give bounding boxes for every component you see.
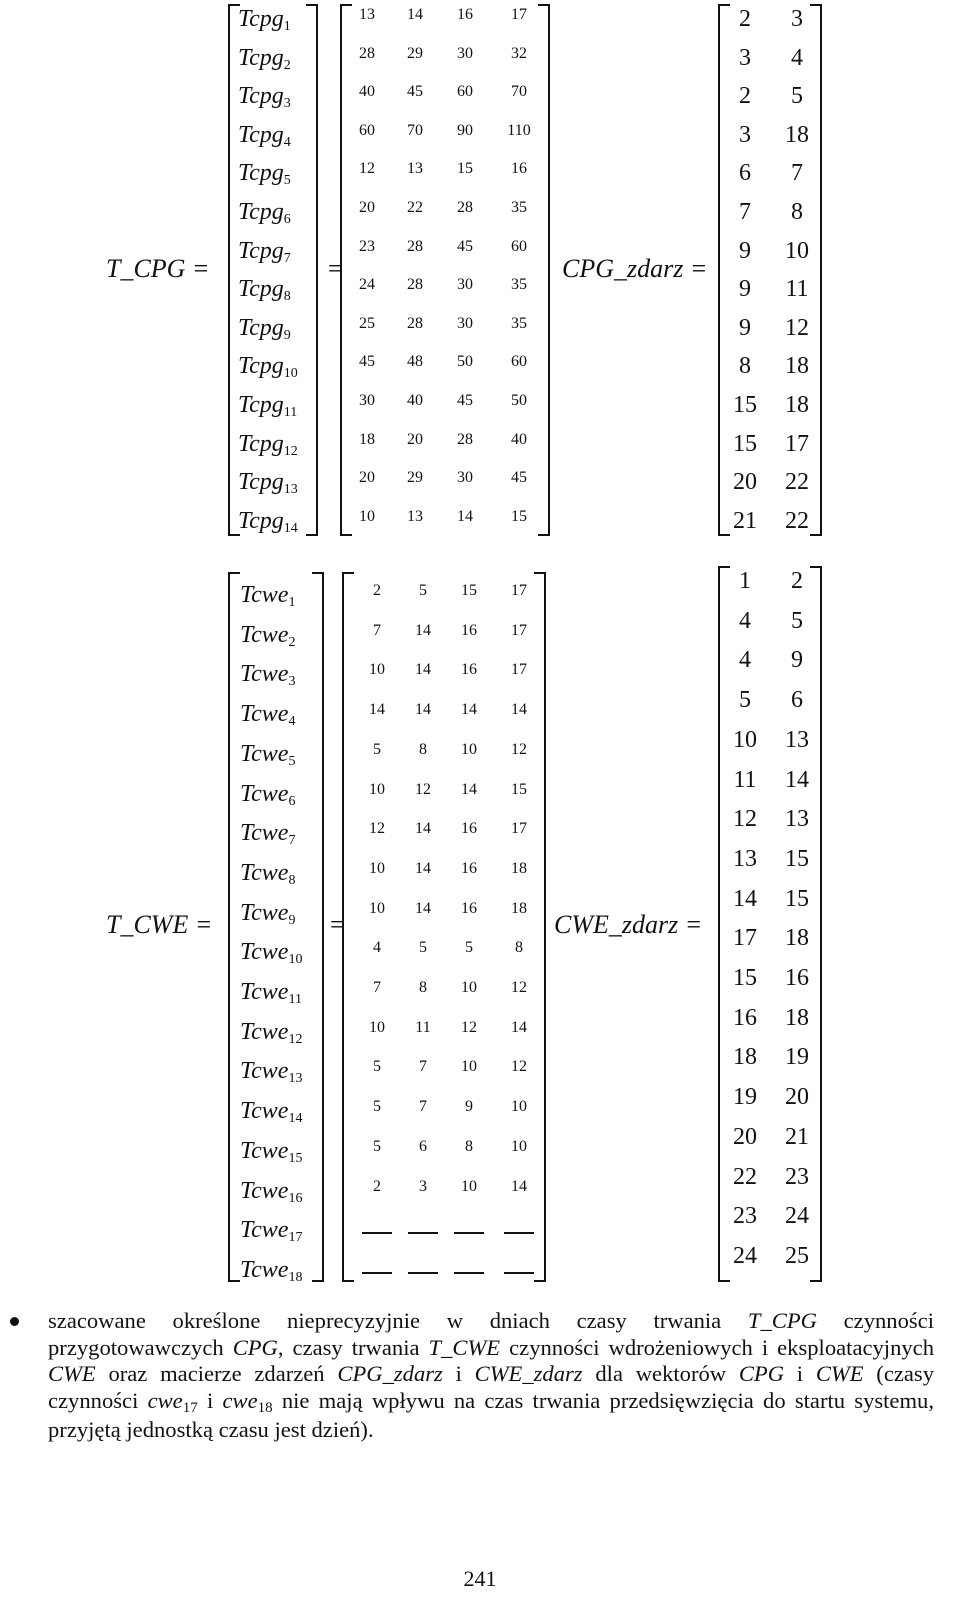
cwe-value-cell: 10: [461, 740, 477, 758]
cwe-value-cell: 5: [465, 939, 473, 957]
cpg-zdarz-cell: 9: [739, 237, 751, 264]
cwe-value-dash: [362, 1232, 392, 1234]
cwe-label: Tcwe$_6$: [240, 780, 296, 809]
cpg-value-cell: 13: [407, 507, 423, 525]
cpg-value-cell: 23: [359, 237, 375, 255]
cwe-zdarz-cell: 18: [733, 1044, 757, 1071]
cwe-zdarz-cell: 2: [791, 568, 803, 594]
cpg-value-cell: 16: [511, 160, 527, 178]
cwe-lhs-label: T_CWE =: [106, 910, 213, 939]
cpg-zdarz-cell: 9: [739, 276, 751, 303]
cpg-label: Tcpg$_{10}$: [238, 353, 298, 382]
cpg-value-cell: 10: [359, 507, 375, 525]
cwe-value-cell: 10: [369, 1018, 385, 1036]
cpg-value-cell: 18: [359, 430, 375, 448]
cwe-value-cell: 14: [511, 701, 527, 719]
cpg-label: Tcpg$_{13}$: [238, 469, 298, 498]
cwe-zdarz-cell: 21: [785, 1123, 809, 1150]
cwe-value-cell: 18: [511, 899, 527, 917]
cwe-value-cell: 8: [465, 1137, 473, 1155]
cpg-zdarz-cell: 9: [739, 314, 751, 341]
cwe-value-cell: 9: [465, 1098, 473, 1116]
cwe-value-cell: 17: [511, 621, 527, 639]
cpg-value-cell: 35: [511, 276, 527, 294]
cpg-label: Tcpg$_8$: [238, 276, 291, 305]
cwe-value-cell: 8: [515, 939, 523, 957]
cwe-label: Tcwe$_{12}$: [240, 1018, 303, 1047]
caption-text: i: [784, 1361, 816, 1386]
cwe-value-cell: 5: [373, 740, 381, 758]
cwe-value-cell: 8: [419, 740, 427, 758]
cwe-zdarz-cell: 13: [733, 845, 757, 872]
cwe-label: Tcwe$_{18}$: [240, 1256, 303, 1285]
cpg-zdarz-cell: 18: [785, 392, 809, 418]
caption-var: T_CPG: [747, 1308, 817, 1333]
caption-text: dla wektorów: [582, 1361, 739, 1386]
cwe-zdarz-cell: 5: [791, 607, 803, 634]
cpg-zdarz-cell: 17: [785, 430, 809, 457]
cwe-value-cell: 14: [369, 701, 385, 719]
cwe-label: Tcwe$_{15}$: [240, 1137, 303, 1166]
cpg-label: Tcpg$_{14}$: [238, 507, 298, 536]
caption-text: szacowane określone nieprecyzyjnie w dniach czasy trwania: [48, 1308, 748, 1333]
cpg-zdarz-cell: 15: [733, 430, 757, 457]
cwe-value-cell: 17: [511, 820, 527, 838]
cwe-zdarz-cell: 16: [733, 1004, 757, 1031]
cwe-value-cell: 2: [373, 582, 381, 599]
cpg-label: Tcpg$_2$: [238, 44, 291, 73]
caption-text: (czasy czynności: [48, 1361, 934, 1413]
cpg-value-cell: 14: [407, 6, 423, 23]
cwe-value-cell: 17: [511, 661, 527, 679]
cwe-value-cell: 5: [419, 582, 427, 599]
cpg-value-cell: 16: [457, 6, 473, 23]
cpg-value-cell: 48: [407, 353, 423, 371]
cwe-value-cell: 16: [461, 859, 477, 877]
cwe-zdarz-cell: 12: [733, 806, 757, 833]
cwe-value-cell: 14: [415, 899, 431, 917]
cpg-zdarz-cell: 7: [791, 160, 803, 187]
caption-var: CPG: [232, 1334, 278, 1360]
cwe-zdarz-cell: 6: [791, 687, 803, 714]
cwe-value-cell: 8: [419, 979, 427, 996]
cpg-label: Tcpg$_{11}$: [238, 392, 298, 420]
cpg-value-cell: 60: [359, 121, 375, 139]
cwe-zdarz-cell: 24: [785, 1203, 809, 1230]
cpg-zdarz-cell: 7: [739, 199, 751, 225]
cwe-zdarz-cell: 20: [733, 1123, 757, 1150]
cwe-value-cell: 16: [461, 621, 477, 639]
caption-subscript: 17: [182, 1399, 198, 1416]
cpg-value-cell: 30: [457, 276, 473, 294]
cpg-zdarz-cell: 4: [791, 44, 803, 71]
cwe-value-cell: 10: [461, 1177, 477, 1195]
cpg-value-cell: 25: [359, 314, 375, 332]
cpg-zdarz-cell: 10: [785, 237, 809, 264]
cwe-zdarz-cell: 15: [733, 965, 757, 991]
cwe-zdarz-cell: 19: [785, 1044, 809, 1071]
cpg-value-cell: 30: [457, 469, 473, 487]
cpg-label: Tcpg$_7$: [238, 237, 291, 266]
cpg-value-matrix: [340, 4, 550, 536]
cwe-value-cell: 14: [415, 621, 431, 639]
cwe-value-cell: 5: [373, 1137, 381, 1155]
cwe-value-cell: 14: [415, 661, 431, 679]
cwe-value-cell: 7: [373, 979, 381, 996]
cpg-value-cell: 15: [511, 507, 527, 525]
cpg-zdarz-cell: 11: [785, 276, 809, 303]
caption-text: czynności wdrożeniowych i eksploatacyjnych: [500, 1334, 934, 1360]
cpg-value-cell: 15: [457, 160, 473, 178]
cwe-zdarz-cell: 19: [733, 1084, 757, 1111]
caption-var: CWE: [48, 1361, 96, 1386]
cpg-value-cell: 13: [359, 6, 375, 23]
cpg-value-cell: 22: [407, 199, 423, 216]
cwe-value-cell: 16: [461, 820, 477, 838]
cwe-zdarz-cell: 16: [785, 965, 809, 991]
cpg-zdarz-cell: 20: [733, 469, 757, 496]
cpg-zdarz-cell: 8: [739, 353, 751, 380]
cpg-label: Tcpg$_5$: [238, 160, 291, 189]
cwe-value-cell: 10: [461, 979, 477, 996]
cpg-label: Tcpg$_3$: [238, 83, 291, 112]
cwe-value-cell: 5: [419, 939, 427, 957]
cwe-zdarz-cell: 13: [785, 726, 809, 753]
cwe-zdarz-cell: 4: [739, 607, 751, 634]
cpg-value-cell: 45: [511, 469, 527, 487]
cpg-zdarz-cell: 15: [733, 392, 757, 418]
cpg-value-cell: 28: [407, 237, 423, 255]
cwe-equation: [0, 566, 960, 1286]
cpg-value-cell: 60: [457, 83, 473, 101]
cwe-zdarz-cell: 23: [785, 1163, 809, 1190]
cwe-zdarz-cell: 25: [785, 1242, 809, 1269]
cwe-value-cell: 2: [373, 1177, 381, 1195]
cwe-value-cell: 7: [419, 1058, 427, 1076]
cpg-value-cell: 40: [359, 83, 375, 101]
cwe-value-cell: 12: [511, 740, 527, 758]
cwe-zdarz-cell: 13: [785, 806, 809, 833]
cwe-value-cell: 15: [511, 780, 527, 798]
cpg-value-cell: 29: [407, 44, 423, 62]
cwe-label: Tcwe$_{13}$: [240, 1058, 303, 1087]
cpg-value-cell: 24: [359, 276, 375, 294]
cpg-zdarz-cell: 21: [733, 507, 757, 534]
cpg-zdarz-cell: 3: [739, 121, 751, 148]
cwe-value-cell: 10: [369, 859, 385, 877]
cwe-value-cell: 7: [419, 1098, 427, 1116]
cwe-zdarz-cell: 14: [733, 885, 757, 912]
cwe-label: Tcwe$_3$: [240, 661, 296, 690]
cpg-zdarz-cell: 18: [785, 353, 809, 380]
cwe-value-cell: 14: [461, 701, 477, 719]
cwe-value-cell: 5: [373, 1098, 381, 1116]
cwe-label: Tcwe$_2$: [240, 621, 296, 650]
cwe-zdarz-cell: 18: [785, 925, 809, 952]
caption-text: i: [442, 1361, 475, 1386]
cwe-value-cell: 10: [369, 780, 385, 798]
cwe-value-cell: 7: [373, 621, 381, 639]
cwe-value-cell: 14: [511, 1018, 527, 1036]
cwe-label: Tcwe$_{17}$: [240, 1217, 303, 1246]
cpg-value-cell: 12: [359, 160, 375, 178]
cwe-value-cell: 6: [419, 1137, 427, 1155]
cpg-value-cell: 35: [511, 199, 527, 216]
cwe-value-cell: 12: [369, 820, 385, 838]
caption-text: , czasy trwania: [277, 1334, 429, 1360]
cwe-equals-sign: =: [330, 910, 345, 939]
cwe-zdarz-matrix: [718, 566, 822, 1282]
cwe-zdarz-cell: 11: [733, 766, 757, 793]
cwe-value-dash: [504, 1232, 534, 1234]
cwe-value-dash: [504, 1272, 534, 1274]
cpg-value-cell: 28: [359, 44, 375, 62]
cwe-value-dash: [362, 1272, 392, 1274]
cwe-label: Tcwe$_9$: [240, 899, 296, 928]
cwe-value-cell: 14: [415, 859, 431, 877]
cwe-label: Tcwe$_{11}$: [240, 979, 302, 1007]
caption-paragraph: [48, 1308, 934, 1444]
cwe-label: Tcwe$_1$: [240, 582, 296, 610]
cpg-value-cell: 70: [511, 83, 527, 101]
caption-var: CPG: [738, 1361, 785, 1386]
cpg-zdarz-matrix: [718, 4, 822, 536]
cpg-value-cell: 110: [507, 121, 531, 139]
cpg-value-cell: 45: [457, 237, 473, 255]
cpg-label: Tcpg$_1$: [238, 6, 291, 34]
cpg-label: Tcpg$_{12}$: [238, 430, 298, 459]
cpg-value-cell: 50: [457, 353, 473, 371]
page-number: 241: [463, 1566, 497, 1591]
cwe-label: Tcwe$_8$: [240, 859, 296, 888]
caption-var: T_CWE: [428, 1334, 501, 1360]
cwe-value-cell: 12: [511, 1058, 527, 1076]
cwe-zdarz-cell: 22: [733, 1163, 757, 1190]
cpg-value-cell: 45: [359, 353, 375, 371]
cwe-value-cell: 11: [415, 1018, 431, 1036]
cwe-value-dash: [408, 1272, 438, 1274]
cpg-zdarz-cell: 6: [739, 160, 751, 187]
cwe-value-dash: [408, 1232, 438, 1234]
cwe-zdarz-cell: 4: [739, 647, 751, 674]
cwe-value-cell: 16: [461, 899, 477, 917]
caption-text: czynności przygotowawczych: [48, 1308, 934, 1360]
cwe-value-dash: [454, 1232, 484, 1234]
cpg-value-cell: 28: [457, 430, 473, 448]
cwe-zdarz-cell: 1: [739, 568, 751, 594]
cpg-zdarz-cell: 22: [785, 507, 809, 534]
cwe-value-cell: 10: [461, 1058, 477, 1076]
cwe-value-cell: 16: [461, 661, 477, 679]
cpg-label: Tcpg$_9$: [238, 314, 291, 343]
cwe-label: Tcwe$_{16}$: [240, 1177, 303, 1206]
bullet-icon: [10, 1317, 19, 1326]
cpg-value-cell: 60: [511, 353, 527, 371]
caption-text: i: [197, 1387, 223, 1413]
cwe-label-vector: [228, 572, 324, 1285]
caption-var: cwe: [222, 1387, 258, 1413]
cwe-value-cell: 14: [415, 701, 431, 719]
cpg-value-cell: 40: [511, 430, 527, 448]
cpg-value-cell: 20: [359, 199, 375, 216]
cwe-value-cell: 18: [511, 859, 527, 877]
cwe-zdarz-cell: 9: [791, 647, 803, 674]
cwe-zdarz-cell: 15: [785, 845, 809, 872]
cwe-value-dash: [454, 1272, 484, 1274]
cwe-zdarz-cell: 14: [785, 766, 809, 793]
cpg-zdarz-cell: 3: [791, 6, 803, 32]
cpg-value-cell: 28: [407, 314, 423, 332]
cwe-zdarz-cell: 5: [739, 687, 751, 714]
cpg-zdarz-cell: 8: [791, 199, 803, 225]
cpg-value-cell: 30: [457, 44, 473, 62]
cwe-value-cell: 14: [461, 780, 477, 798]
cwe-value-cell: 10: [369, 661, 385, 679]
cpg-equals-sign: =: [328, 254, 343, 283]
cwe-zdarz-label: CWE_zdarz =: [554, 910, 703, 939]
cpg-value-cell: 35: [511, 314, 527, 332]
cwe-value-cell: 12: [461, 1018, 477, 1036]
cpg-zdarz-cell: 18: [785, 121, 809, 148]
cpg-zdarz-cell: 22: [785, 469, 809, 496]
cwe-zdarz-cell: 17: [733, 925, 757, 952]
cpg-value-cell: 20: [407, 430, 423, 448]
cwe-zdarz-cell: 24: [733, 1242, 757, 1269]
cpg-value-cell: 29: [407, 469, 423, 487]
cpg-zdarz-cell: 5: [791, 83, 803, 110]
cpg-value-cell: 28: [407, 276, 423, 294]
cwe-value-cell: 10: [369, 899, 385, 917]
cwe-label: Tcwe$_7$: [240, 820, 296, 849]
cpg-value-cell: 28: [457, 199, 473, 216]
cwe-value-cell: 3: [419, 1177, 427, 1195]
cwe-value-cell: 10: [511, 1137, 527, 1155]
cpg-zdarz-cell: 2: [739, 83, 751, 110]
cpg-zdarz-cell: 3: [739, 44, 751, 71]
cpg-value-cell: 70: [407, 121, 423, 139]
cwe-zdarz-cell: 15: [785, 885, 809, 912]
right-bracket: [312, 572, 324, 1282]
cpg-label-vector: [228, 4, 318, 536]
cpg-value-cell: 13: [407, 160, 423, 178]
cwe-zdarz-cell: 20: [785, 1084, 809, 1111]
cwe-value-cell: 12: [511, 979, 527, 996]
cwe-value-cell: 17: [511, 582, 527, 599]
cpg-value-cell: 60: [511, 237, 527, 255]
cpg-value-cell: 17: [511, 6, 527, 23]
cpg-lhs-label: T_CPG =: [106, 254, 210, 283]
cpg-value-cell: 20: [359, 469, 375, 487]
cwe-label: Tcwe$_{14}$: [240, 1098, 303, 1127]
cwe-label: Tcwe$_{10}$: [240, 939, 303, 968]
caption-text: nie mają wpływu na czas trwania przedsięwzięcia do startu systemu, przyjętą jednostką czasu jest dzień).: [48, 1387, 934, 1442]
cwe-value-cell: 14: [511, 1177, 527, 1195]
cwe-value-cell: 14: [415, 820, 431, 838]
caption-var: CWE_zdarz: [474, 1361, 583, 1386]
cwe-zdarz-cell: 10: [733, 726, 757, 753]
cwe-value-cell: 12: [415, 780, 431, 798]
cwe-zdarz-cell: 18: [785, 1004, 809, 1031]
cpg-value-cell: 50: [511, 392, 527, 409]
cpg-value-cell: 90: [457, 121, 473, 139]
cpg-zdarz-cell: 12: [785, 314, 809, 341]
cwe-value-cell: 4: [373, 939, 381, 957]
cpg-label: Tcpg$_6$: [238, 199, 291, 227]
cwe-zdarz-cell: 23: [733, 1203, 757, 1230]
cpg-value-cell: 45: [407, 83, 423, 101]
cpg-value-cell: 40: [407, 392, 423, 409]
cpg-value-cell: 32: [511, 44, 527, 62]
cpg-zdarz-label: CPG_zdarz =: [562, 254, 708, 283]
cwe-label: Tcwe$_4$: [240, 701, 296, 730]
cpg-value-cell: 30: [457, 314, 473, 332]
cwe-value-cell: 5: [373, 1058, 381, 1076]
caption-subscript: 18: [257, 1399, 273, 1416]
cwe-label: Tcwe$_5$: [240, 740, 296, 769]
left-bracket: [228, 572, 240, 1282]
cpg-label: Tcpg$_4$: [238, 121, 291, 150]
cpg-equation: [0, 0, 960, 540]
cpg-value-cell: 14: [457, 507, 473, 525]
cpg-zdarz-cell: 2: [739, 6, 751, 32]
caption-var: CWE: [815, 1361, 864, 1386]
caption-var: CPG_zdarz: [337, 1361, 443, 1386]
cwe-value-matrix: [342, 572, 546, 1282]
caption-var: cwe: [147, 1387, 183, 1413]
cpg-value-cell: 30: [359, 392, 375, 409]
right-bracket: [306, 4, 318, 536]
left-bracket: [342, 572, 354, 1282]
cwe-value-cell: 15: [461, 582, 477, 599]
caption-text: oraz macierze zdarzeń: [95, 1361, 338, 1386]
cwe-value-cell: 10: [511, 1098, 527, 1116]
cpg-value-cell: 45: [457, 392, 473, 409]
